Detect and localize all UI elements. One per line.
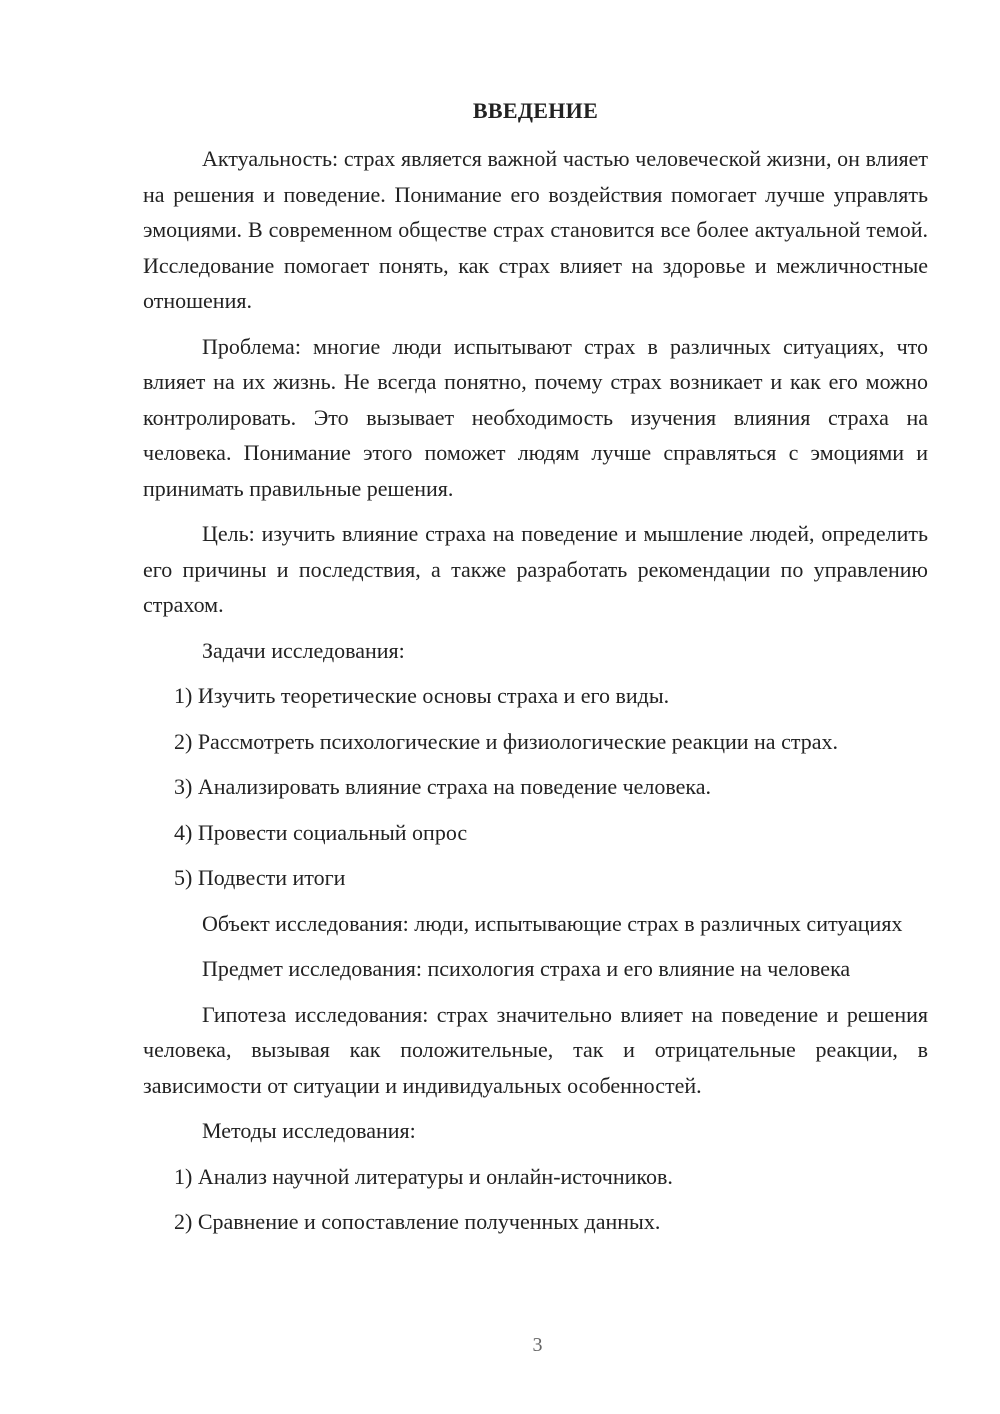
list-item-task-4: 4) Провести социальный опрос xyxy=(174,819,468,845)
list-item-task-1: 1) Изучить теоретические основы страха и его виды. xyxy=(174,683,670,708)
list-item-task-3: 3) Анализировать влияние страха на поведение человека. xyxy=(174,774,712,799)
page-title: ВВЕДЕНИЕ xyxy=(472,98,599,123)
paragraph-hypothesis: Гипотеза исследования: страх значительно влияет на поведение и решения человека, вызывая как положительные, так и отрицательные реакции, в зависимости от ситуации и индивидуальных особенностей. xyxy=(143,1001,928,1098)
paragraph-object: Объект исследования: люди, испытывающие страх в различных ситуациях xyxy=(202,910,903,936)
paragraph-problem: Проблема: многие люди испытывают страх в различных ситуациях, что влияет на их жизнь. Не всегда понятно, почему страх возникает и как его можно контролировать. Это вызывает необходимость изучения влияния страха на человека. Понимание этого поможет людям лучше справляться с эмоциями и принимать правильные решения. xyxy=(143,333,928,501)
tasks-heading: Задачи исследования: xyxy=(202,637,405,663)
paragraph-subject: Предмет исследования: психология страха и его влияние на человека xyxy=(202,956,851,981)
page-content xyxy=(143,141,928,1250)
page-number: 3 xyxy=(532,1334,543,1356)
list-item-method-1: 1) Анализ научной литературы и онлайн-источников. xyxy=(174,1163,673,1189)
methods-heading: Методы исследования: xyxy=(202,1118,416,1143)
paragraph-relevance: Актуальность: страх является важной частью человеческой жизни, он влияет на решения и поведение. Понимание его воздействия помогает лучше управлять эмоциями. В современном обществе страх становится все более актуальной темой. Исследование помогает понять, как страх влияет на здоровье и межличностные отношения. xyxy=(143,146,928,313)
list-item-task-2: 2) Рассмотреть психологические и физиологические реакции на страх. xyxy=(174,728,838,754)
paragraph-goal: Цель: изучить влияние страха на поведение и мышление людей, определить его причины и последствия, а также разработать рекомендации по управлению страхом. xyxy=(143,521,928,617)
list-item-method-2: 2) Сравнение и сопоставление полученных данных. xyxy=(174,1209,661,1234)
list-item-task-5: 5) Подвести итоги xyxy=(174,865,346,890)
